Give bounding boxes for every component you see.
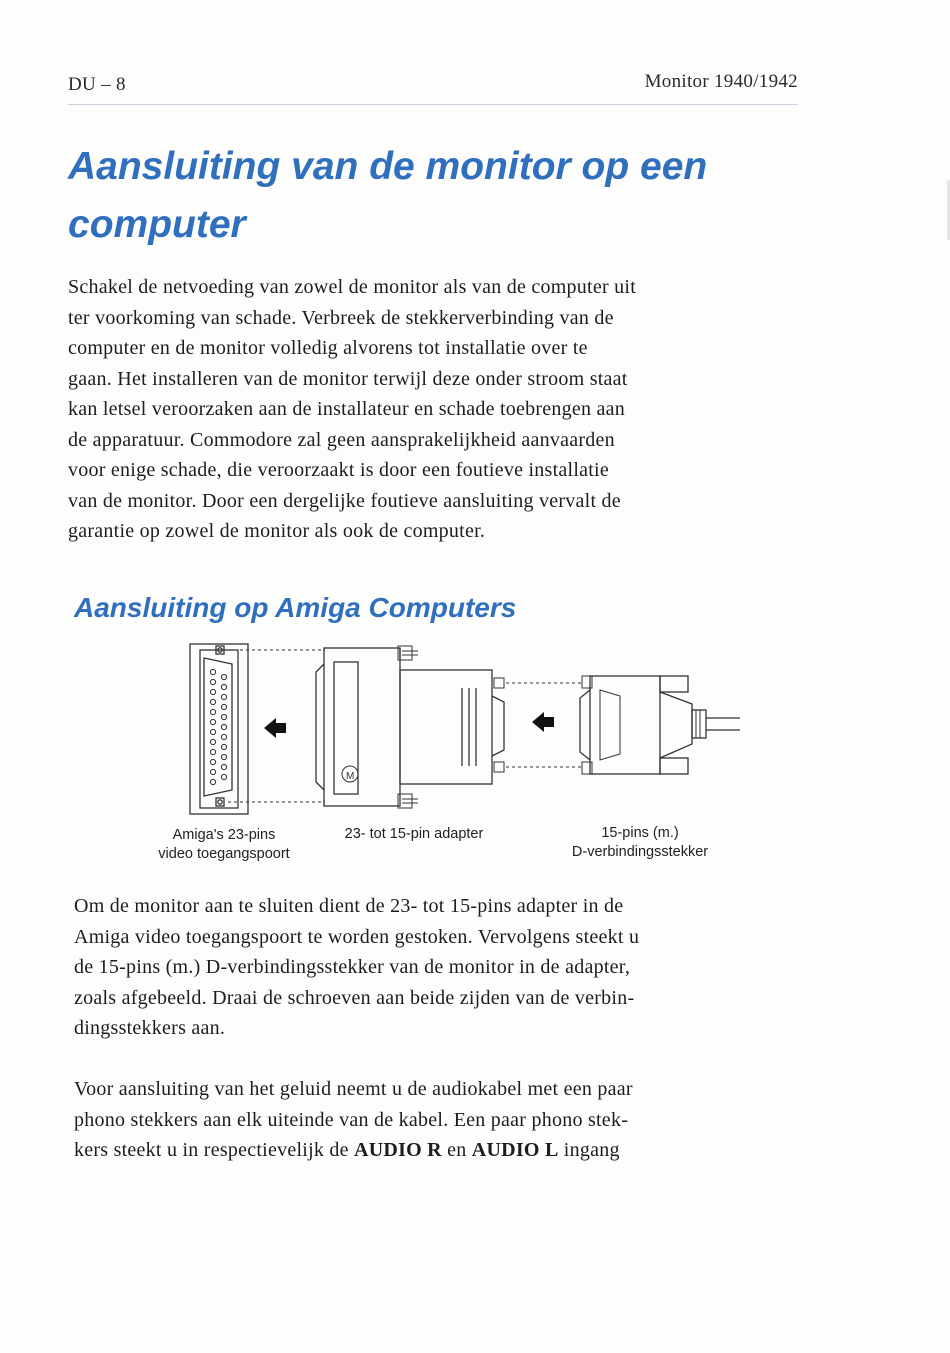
caption-port-line2: video toegangspoort: [158, 846, 290, 862]
pin: [221, 694, 226, 699]
connect-paragraph: [74, 891, 639, 1044]
d-plug-drawing: [580, 676, 740, 774]
intro-line: kan letsel veroorzaken aan de installateur en schade toebrengen aan: [68, 398, 626, 420]
connector-diagram: [180, 638, 760, 820]
pin: [210, 719, 215, 724]
audio-line: [74, 1135, 633, 1166]
intro-line: garantie op zowel de monitor als ook de computer.: [68, 520, 486, 542]
document-title: Monitor 1940/1942: [644, 71, 798, 92]
insert-arrow-icon: [264, 718, 286, 738]
pin: [221, 684, 226, 689]
connect-line: de 15-pins (m.) D-verbindingsstekker van de monitor in de adapter,: [74, 956, 631, 978]
pin: [210, 739, 215, 744]
pin: [210, 699, 215, 704]
pin: [210, 729, 215, 734]
audio-text: ingang: [558, 1139, 620, 1161]
pin: [221, 754, 226, 759]
pin: [221, 714, 226, 719]
connect-line: Om de monitor aan te sluiten dient de 23- tot 15-pins adapter in de: [74, 895, 624, 917]
adapter-label: M: [346, 771, 355, 782]
connect-line: dingsstekkers aan.: [74, 1017, 226, 1039]
audio-text: en: [441, 1139, 472, 1161]
intro-line: ter voorkoming van schade. Verbreek de stekkerverbinding van de: [68, 306, 614, 329]
intro-paragraph: [68, 272, 636, 547]
pin: [221, 734, 226, 739]
pin: [210, 669, 215, 674]
connect-line: Amiga video toegangspoort te worden gestoken. Vervolgens steekt u: [74, 925, 640, 948]
pin: [210, 769, 215, 774]
audio-l-label: AUDIO L: [471, 1139, 559, 1161]
pin: [210, 779, 215, 784]
pin: [221, 674, 226, 679]
pin: [210, 759, 215, 764]
caption-adapter: 23- tot 15-pin adapter: [344, 826, 484, 842]
header-rule: [68, 104, 798, 105]
audio-line: phono stekkers aan elk uiteinde van de kabel. Een paar phono stek-: [74, 1108, 629, 1131]
connect-line: zoals afgebeeld. Draai de schroeven aan beide zijden van de verbin-: [74, 986, 635, 1009]
pin: [210, 749, 215, 754]
pin: [210, 709, 215, 714]
intro-line: gaan. Het installeren van de monitor terwijl deze onder stroom staat: [68, 367, 628, 390]
intro-line: van de monitor. Door een dergelijke foutieve aansluiting vervalt de: [68, 489, 621, 512]
audio-line: Voor aansluiting van het geluid neemt u de audiokabel met een paar: [74, 1078, 633, 1100]
intro-line: computer en de monitor volledig alvorens tot installatie over te: [68, 337, 588, 359]
page-number: DU – 8: [68, 74, 126, 95]
page-title: Aansluiting van de monitor op een computer: [68, 145, 708, 246]
section-title: Aansluiting op Amiga Computers: [74, 592, 517, 623]
pin: [210, 689, 215, 694]
pin: [221, 704, 226, 709]
pin: [221, 764, 226, 769]
caption-port-line1: Amiga's 23-pins: [172, 827, 276, 843]
insert-arrow-icon: [532, 712, 554, 732]
audio-text: kers steekt u in respectievelijk de: [74, 1139, 355, 1161]
intro-line: Schakel de netvoeding van zowel de monitor als van de computer uit: [68, 276, 637, 298]
audio-r-label: AUDIO R: [354, 1139, 442, 1161]
pin: [221, 724, 226, 729]
pin: [221, 744, 226, 749]
intro-line: voor enige schade, die veroorzaakt is door een foutieve installatie: [68, 459, 609, 481]
audio-paragraph: [74, 1074, 633, 1166]
intro-line: de apparatuur. Commodore zal geen aansprakelijkheid aanvaarden: [68, 428, 615, 451]
adapter-drawing: [316, 646, 504, 808]
pin: [221, 774, 226, 779]
amiga-video-port-drawing: [190, 644, 248, 814]
caption-plug-line2: D-verbindingsstekker: [571, 844, 709, 860]
pin: [210, 679, 215, 684]
caption-plug-line1: 15-pins (m.): [601, 825, 679, 841]
